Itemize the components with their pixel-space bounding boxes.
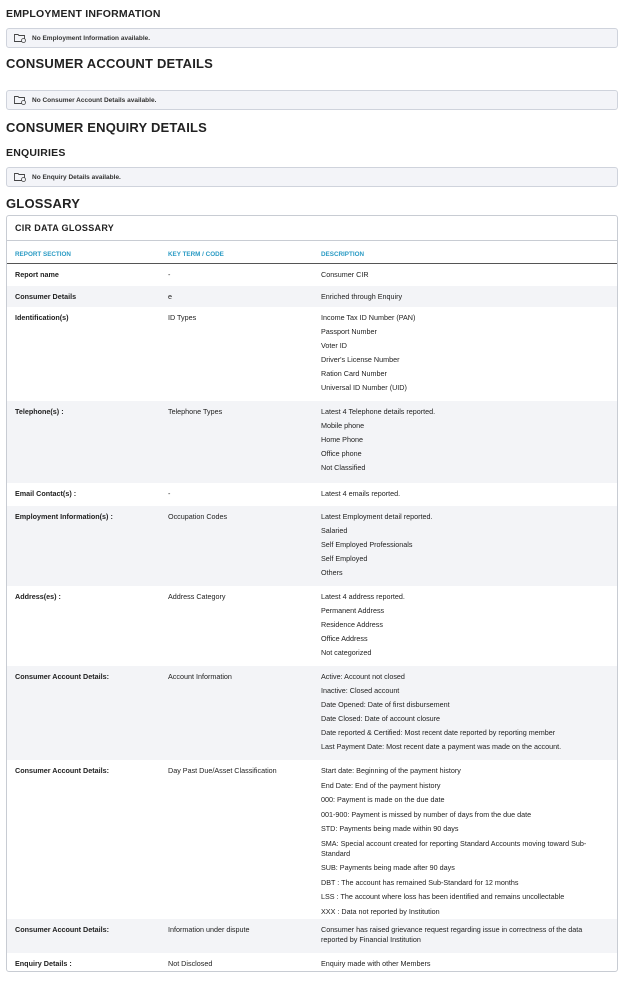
- page-header-fragment: [316, 0, 384, 1]
- folder-empty-icon: [14, 33, 26, 43]
- table-row: [7, 264, 617, 286]
- folder-empty-icon: [14, 172, 26, 182]
- row-section: Consumer Details: [15, 292, 77, 301]
- description-line: Inactive: Closed account: [321, 686, 400, 695]
- row-description: [321, 270, 611, 284]
- description-line: Driver's License Number: [321, 355, 400, 364]
- row-section: Identification(s): [15, 313, 69, 322]
- table-row: [7, 953, 617, 972]
- description-line: Date Closed: Date of account closure: [321, 714, 441, 723]
- account-title: CONSUMER ACCOUNT DETAILS: [6, 56, 214, 71]
- description-line: Self Employed Professionals: [321, 540, 413, 549]
- row-description: [321, 313, 611, 397]
- description-line: Latest 4 address reported.: [321, 592, 405, 601]
- description-line: 001-900: Payment is missed by number of days from the due date: [321, 809, 532, 819]
- description-line: Mobile phone: [321, 421, 365, 430]
- row-description: [321, 292, 611, 306]
- description-line: STD: Payments being made within 90 days: [321, 824, 459, 833]
- description-line: Office Address: [321, 634, 368, 643]
- row-section: Address(es) :: [15, 592, 61, 601]
- description-line: Latest Employment detail reported.: [321, 512, 433, 521]
- enquiry-title: CONSUMER ENQUIRY DETAILS: [6, 120, 208, 135]
- table-row: [7, 919, 617, 953]
- table-row: [7, 760, 617, 919]
- description-line: SMA: Special account created for reporting Standard Accounts moving toward Sub-Standard: [321, 838, 587, 858]
- description-line: Date reported & Certified: Most recent date reported by reporting member: [321, 728, 556, 737]
- glossary-table: [6, 215, 618, 972]
- row-section: Telephone(s) :: [15, 407, 64, 416]
- description-line: XXX : Data not reported by Institution: [321, 906, 440, 916]
- row-section: Consumer Account Details:: [15, 925, 109, 934]
- description-line: SUB: Payments being made after 90 days: [321, 863, 455, 872]
- description-line: Start date: Beginning of the payment history: [321, 766, 461, 775]
- description-line: Permanent Address: [321, 606, 385, 615]
- description-line: Not Classified: [321, 463, 366, 472]
- account-message: No Consumer Account Details available.: [32, 96, 157, 104]
- table-row: [7, 401, 617, 483]
- row-term: -: [168, 489, 171, 498]
- description-line: LSS : The account where loss has been identified and remains uncollectable: [321, 892, 565, 901]
- row-section: Report name: [15, 270, 59, 279]
- table-row: [7, 586, 617, 666]
- header-key-term: KEY TERM / CODE: [168, 251, 224, 258]
- description-line: Others: [321, 568, 343, 577]
- table-row: [7, 506, 617, 586]
- description-line: Date Opened: Date of first disbursement: [321, 700, 450, 709]
- enquiry-message: No Enquiry Details available.: [32, 173, 121, 181]
- description-line: Office phone: [321, 449, 362, 458]
- employment-message: No Employment Information available.: [32, 34, 151, 42]
- row-section: Consumer Account Details:: [15, 672, 109, 681]
- glossary-table-title: CIR DATA GLOSSARY: [7, 216, 617, 241]
- account-notice: [6, 90, 618, 110]
- description-line: Passport Number: [321, 327, 377, 336]
- row-term: Telephone Types: [168, 407, 223, 416]
- description-line: Residence Address: [321, 620, 383, 629]
- description-line: End Date: End of the payment history: [321, 780, 441, 790]
- description-line: Consumer has raised grievance request regarding issue in correctness of the data reported by Financial Institution: [321, 925, 583, 944]
- row-description: [321, 959, 611, 972]
- row-term: Day Past Due/Asset Classification: [168, 766, 277, 775]
- row-term: Not Disclosed: [168, 959, 213, 968]
- row-section: Enquiry Details :: [15, 959, 72, 968]
- description-line: Self Employed: [321, 554, 368, 563]
- row-term: Account Information: [168, 672, 232, 681]
- description-line: Not categorized: [321, 648, 372, 657]
- row-term: Occupation Codes: [168, 512, 228, 521]
- row-term: Information under dispute: [168, 925, 250, 934]
- row-description: [321, 925, 611, 949]
- row-term: e: [168, 292, 172, 301]
- description-line: Universal ID Number (UID): [321, 383, 407, 392]
- description-line: Enriched through Enquiry: [321, 292, 403, 301]
- description-line: Consumer CIR: [321, 270, 369, 279]
- row-section: Employment Information(s) :: [15, 512, 113, 521]
- row-description: [321, 407, 611, 477]
- description-line: Enquiry made with other Members: [321, 959, 431, 968]
- header-description: DESCRIPTION: [321, 251, 365, 258]
- row-term: -: [168, 270, 171, 279]
- row-description: [321, 489, 611, 503]
- table-row: [7, 286, 617, 307]
- row-description: [321, 592, 611, 662]
- description-line: Income Tax ID Number (PAN): [321, 313, 416, 322]
- description-line: Salaried: [321, 526, 348, 535]
- header-report-section: REPORT SECTION: [15, 251, 71, 258]
- table-row: [7, 666, 617, 760]
- row-term: ID Types: [168, 313, 197, 322]
- employment-title: EMPLOYMENT INFORMATION: [6, 8, 161, 20]
- table-row: [7, 483, 617, 506]
- folder-empty-icon: [14, 95, 26, 105]
- description-line: 000: Payment is made on the due date: [321, 795, 445, 804]
- description-line: Home Phone: [321, 435, 363, 444]
- table-row: [7, 307, 617, 401]
- row-description: [321, 672, 611, 756]
- description-line: Voter ID: [321, 341, 347, 350]
- row-section: Consumer Account Details:: [15, 766, 109, 775]
- row-description: [321, 766, 611, 921]
- description-line: Latest 4 Telephone details reported.: [321, 407, 436, 416]
- enquiries-subtitle: ENQUIRIES: [6, 147, 66, 159]
- glossary-title: GLOSSARY: [6, 196, 81, 211]
- enquiry-notice: [6, 167, 618, 187]
- employment-notice: [6, 28, 618, 48]
- glossary-header-row: [7, 248, 617, 262]
- description-line: Ration Card Number: [321, 369, 387, 378]
- row-term: Address Category: [168, 592, 226, 601]
- row-description: [321, 512, 611, 582]
- description-line: Active: Account not closed: [321, 672, 405, 681]
- description-line: Latest 4 emails reported.: [321, 489, 401, 498]
- description-line: Last Payment Date: Most recent date a payment was made on the account.: [321, 742, 562, 751]
- row-section: Email Contact(s) :: [15, 489, 77, 498]
- description-line: DBT : The account has remained Sub-Standard for 12 months: [321, 877, 519, 887]
